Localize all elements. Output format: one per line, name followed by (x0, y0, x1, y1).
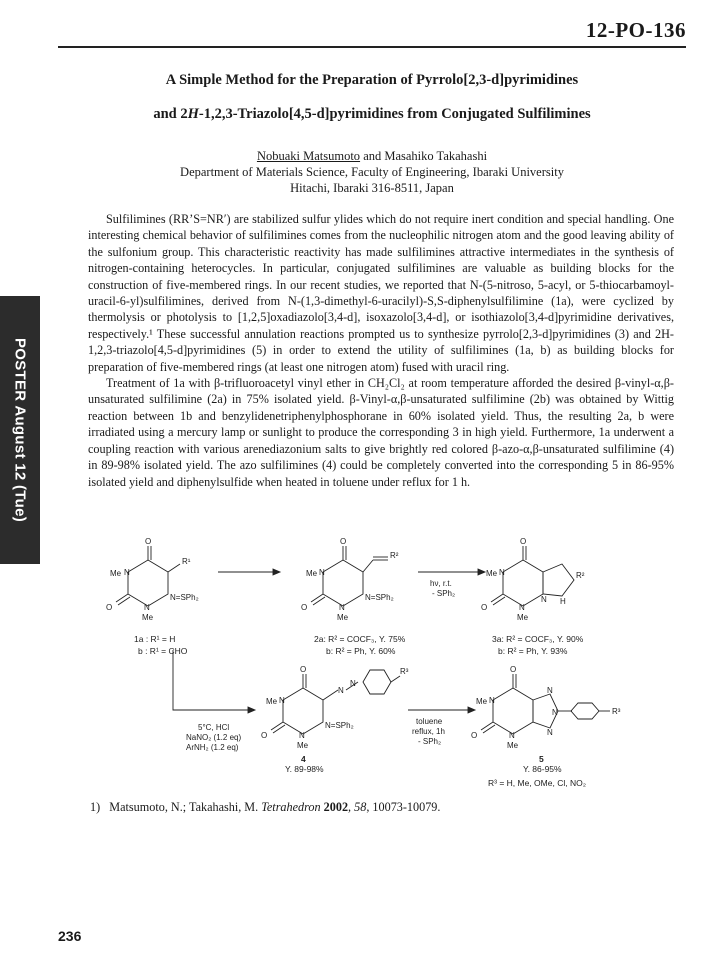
c4-nsph2: N=SPh₂ (325, 721, 354, 730)
c1-n3: N (144, 603, 150, 612)
department: Department of Materials Science, Faculty of Engineering, Ibaraki University (180, 165, 564, 179)
c3-n3: N (519, 603, 525, 612)
c1-me: Me (110, 569, 122, 578)
cond-photo-2: - SPh₂ (432, 589, 456, 598)
r3-substituents: R³ = H, Me, OMe, Cl, NO₂ (488, 778, 586, 788)
cond-diazo-2: NaNO₂ (1.2 eq) (186, 733, 242, 742)
title-line-2: and 2H-1,2,3-Triazolo[4,5-d]pyrimidines from Conjugated Sulfilimines (153, 106, 591, 122)
c3-caption-a: 3a: R² = COCF₃, Y. 90% (492, 634, 584, 644)
side-tab-label: POSTER August 12 (Tue) (11, 337, 29, 523)
c1-caption-b: b : R¹ = CHO (138, 646, 188, 656)
c4-n3: N (299, 731, 305, 740)
c4-n1: N (279, 696, 285, 705)
c1-caption-a: 1a : R¹ = H (134, 634, 176, 644)
c3-me2: Me (517, 613, 529, 622)
c2-caption-a: 2a: R² = COCF₃, Y. 75% (314, 634, 406, 644)
c5-tri-n1: N (547, 686, 553, 695)
header-rule (58, 46, 686, 48)
abstract-body (88, 211, 674, 490)
c1-me2: Me (142, 613, 154, 622)
reference-1: 1) Matsumoto, N.; Takahashi, M. Tetrahedron 2002, 58, 10073-10079. (90, 800, 441, 814)
c3-nh: H (560, 597, 566, 606)
c5-tri-n3: N (547, 728, 553, 737)
cond-tol-3: - SPh₂ (418, 737, 442, 746)
c4-me2: Me (297, 741, 309, 750)
c1-o-bottom: O (106, 603, 113, 612)
poster-side-tab (0, 296, 40, 564)
c5-me2: Me (507, 741, 519, 750)
c2-r2: R² (390, 551, 399, 560)
author-names: Nobuaki Matsumoto and Masahiko Takahashi (256, 149, 488, 163)
c2-caption-b: b: R² = Ph, Y. 60% (326, 646, 396, 656)
presenting-author: Nobuaki Matsumoto (256, 149, 361, 163)
address: Hitachi, Ibaraki 316-8511, Japan (290, 181, 454, 195)
c2-nsph2: N=SPh₂ (365, 593, 394, 602)
c4-azo-n2: N (350, 679, 356, 688)
c4-number: 4 (301, 754, 306, 764)
c1-r1: R¹ (182, 557, 191, 566)
c1-n1: N (124, 568, 130, 577)
c3-n7: N (541, 595, 547, 604)
c3-me: Me (486, 569, 498, 578)
cond-tol-1: toluene (416, 717, 443, 726)
c3-o-top: O (520, 537, 527, 546)
c2-o-bottom: O (301, 603, 308, 612)
cond-photo-1: hν, r.t. (430, 579, 452, 588)
c5-n3: N (509, 731, 515, 740)
c4-yield: Y. 89-98% (285, 764, 324, 774)
title-line-1: A Simple Method for the Preparation of Pyrrolo[2,3-d]pyrimidines (165, 72, 579, 88)
c5-me: Me (476, 697, 488, 706)
c5-o-top: O (510, 665, 517, 674)
cond-diazo-3: ArNH₂ (1.2 eq) (186, 743, 239, 752)
c4-o-top: O (300, 665, 307, 674)
c4-o-bottom: O (261, 731, 268, 740)
c1-o-top: O (145, 537, 152, 546)
cond-tol-2: reflux, 1h (412, 727, 445, 736)
cond-diazo-1: 5°C, HCl (198, 723, 230, 732)
c4-r3: R³ (400, 667, 409, 676)
c5-number: 5 (539, 754, 544, 764)
c5-n1: N (489, 696, 495, 705)
c2-n3: N (339, 603, 345, 612)
c5-r3: R³ (612, 707, 621, 716)
page-number: 236 (58, 928, 82, 944)
c3-o-bottom: O (481, 603, 488, 612)
reaction-scheme (88, 530, 678, 790)
c5-yield: Y. 86-95% (523, 764, 562, 774)
paragraph-2: Treatment of 1a with β-trifluoroacetyl vinyl ether in CH₂Cl₂ at room temperature afforded the desired β-vinyl-α,β-unsaturated sulfilimine (2a) in 75% isolated yield. β-Vinyl-α,β-unsaturated sulfilimine (2b) was obtained by Wittig reaction between 1b and benzylidenetriphenylphosphorane in 60% isolated yield. Thus, the resulting 2a, b were irradiated using a mercury lamp or sunlight to produce the corresponding 3 in high yield. Furthermore, 1a underwent a coupling reaction with various arenediazonium salts to give brightly red colored β-azo-α,β-unsaturated sulfilimine (4) in 89-98% isolated yield. The azo sulfilimines (4) could be completely converted into the corresponding 5 in 86-95% isolated yield and diphenylsulfide when heated in toluene under reflux for 1 h. (88, 376, 674, 489)
c3-r2: R² (576, 571, 585, 580)
c2-me2: Me (337, 613, 349, 622)
c5-o-bottom: O (471, 731, 478, 740)
authors-block (60, 148, 684, 196)
c4-azo-n1: N (338, 686, 344, 695)
c2-me: Me (306, 569, 318, 578)
paragraph-1: Sulfilimines (RR’S=NR′) are stabilized sulfur ylides which do not require inert condition and special handling. One interesting chemical behavior of sulfilimines comes from the nucleophilic nitrogen atom and the good leaving ability of the sulfonium group. This characteristic reactivity has made sulfilimines attractive intermediates in the synthesis of nitrogen-containing heterocycles. In particular, conjugated sulfilimines are valuable as building blocks for the construction of five-membered rings. In our recent studies, we reported that N-(5-nitroso, 5-acyl, or 5-thiocarbamoyl-uracil-6-yl)sulfilimines, derived from N-(1,3-dimethyl-6-uracilyl)-S,S-diphenylsulfilimine (1a), were cyclized by thermolysis or photolysis to [1,2,5]oxadiazolo[3,4-d], isoxazolo[3,4-d], or isothiazolo[3,4-d]pyrimidine derivatives, respectively.¹ These successful annulation reactions prompted us to synthesize pyrrolo[2,3-d]pyrimidines (3) and 2H-1,2,3-triazolo[4,5-d]pyrimidines (5) in order to extend the utility of sulfilimines (1a, b) as building blocks for preparation of five-membered rings (at least one nitrogen atom) fused with uracil ring. (88, 212, 674, 374)
c3-n1: N (499, 568, 505, 577)
c2-n1: N (319, 568, 325, 577)
c5-tri-n2: N (552, 708, 558, 717)
c3-caption-b: b: R² = Ph, Y. 93% (498, 646, 568, 656)
c4-me: Me (266, 697, 278, 706)
c2-o-top: O (340, 537, 347, 546)
c1-nsph2: N=SPh₂ (170, 593, 199, 602)
session-code: 12-PO-136 (585, 18, 686, 42)
